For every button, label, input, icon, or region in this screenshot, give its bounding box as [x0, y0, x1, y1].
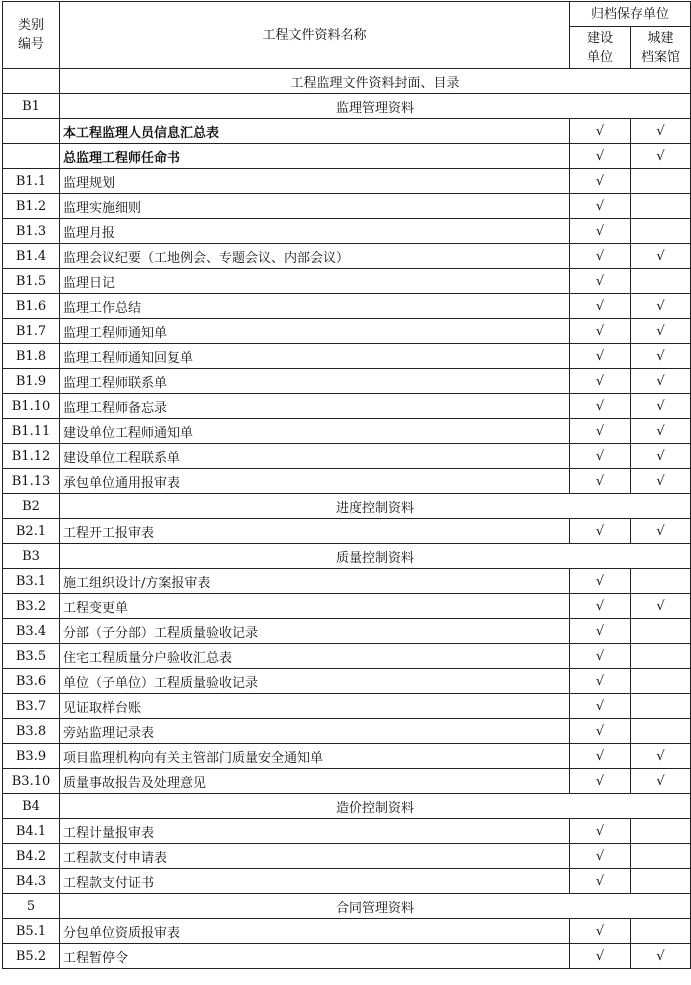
- row-name: 监理工作总结: [60, 294, 570, 319]
- row-code: B3.7: [3, 694, 60, 719]
- build-unit-check: √: [570, 194, 631, 219]
- archive-check: [631, 669, 691, 694]
- archive-check: √: [631, 744, 691, 769]
- row-code: B1.7: [3, 319, 60, 344]
- archive-check: √: [631, 119, 691, 144]
- header-build-line2: 单位: [586, 49, 613, 65]
- row-code: B1.9: [3, 369, 60, 394]
- row-code: B3.10: [3, 769, 60, 794]
- archive-check: √: [631, 344, 691, 369]
- table-row: [3, 219, 691, 244]
- row-code: B1.10: [3, 394, 60, 419]
- row-code: B2.1: [3, 519, 60, 544]
- build-unit-check: √: [570, 219, 631, 244]
- header-storage-group: 归档保存单位: [570, 2, 691, 27]
- table-row: [3, 394, 691, 419]
- table-row: [3, 344, 691, 369]
- table-row: [3, 419, 691, 444]
- archive-check: √: [631, 294, 691, 319]
- row-name: 施工组织设计/方案报审表: [60, 569, 570, 594]
- archive-check: [631, 844, 691, 869]
- row-name: 监理工程师通知回复单: [60, 344, 570, 369]
- archive-check: [631, 644, 691, 669]
- build-unit-check: √: [570, 844, 631, 869]
- table-row: [3, 169, 691, 194]
- build-unit-check: √: [570, 469, 631, 494]
- row-code: 5: [3, 894, 60, 919]
- archive-check: √: [631, 419, 691, 444]
- table-row: [3, 444, 691, 469]
- row-code: B1.11: [3, 419, 60, 444]
- header-code: [3, 2, 60, 69]
- archive-check: √: [631, 444, 691, 469]
- table-row: [3, 744, 691, 769]
- build-unit-check: √: [570, 244, 631, 269]
- archive-check: √: [631, 469, 691, 494]
- table-row: [3, 369, 691, 394]
- section-title: 进度控制资料: [60, 494, 691, 519]
- row-name: 旁站监理记录表: [60, 719, 570, 744]
- section-row: [3, 544, 691, 569]
- table-row: [3, 919, 691, 944]
- row-code: B5.2: [3, 944, 60, 969]
- section-title: 质量控制资料: [60, 544, 691, 569]
- row-code: B2: [3, 494, 60, 519]
- table-row: [3, 469, 691, 494]
- table-row: [3, 844, 691, 869]
- row-name: 总监理工程师任命书: [60, 144, 570, 169]
- row-code: B4.2: [3, 844, 60, 869]
- build-unit-check: √: [570, 694, 631, 719]
- archive-check: [631, 169, 691, 194]
- row-name: 监理日记: [60, 269, 570, 294]
- build-unit-check: √: [570, 519, 631, 544]
- build-unit-check: √: [570, 144, 631, 169]
- archive-check: √: [631, 144, 691, 169]
- table-row: [3, 244, 691, 269]
- row-code: [3, 119, 60, 144]
- row-code: B1.2: [3, 194, 60, 219]
- section-row: [3, 794, 691, 819]
- archive-check: √: [631, 319, 691, 344]
- archive-check: [631, 219, 691, 244]
- archive-check: [631, 869, 691, 894]
- row-code: B1: [3, 94, 60, 119]
- build-unit-check: √: [570, 944, 631, 969]
- row-name: 建设单位工程师通知单: [60, 419, 570, 444]
- section-title: 监理管理资料: [60, 94, 691, 119]
- table-row: [3, 594, 691, 619]
- row-name: 项目监理机构向有关主管部门质量安全通知单: [60, 744, 570, 769]
- row-code: B1.1: [3, 169, 60, 194]
- table-row: [3, 194, 691, 219]
- row-code: B5.1: [3, 919, 60, 944]
- build-unit-check: √: [570, 719, 631, 744]
- table-row: [3, 819, 691, 844]
- row-code: B1.5: [3, 269, 60, 294]
- table-row: [3, 644, 691, 669]
- table-row: [3, 519, 691, 544]
- row-code: B3.1: [3, 569, 60, 594]
- header-archive-line2: 档案馆: [641, 49, 681, 65]
- table-row: [3, 619, 691, 644]
- table-row: [3, 144, 691, 169]
- row-code: B1.6: [3, 294, 60, 319]
- build-unit-check: √: [570, 569, 631, 594]
- row-code: B3.8: [3, 719, 60, 744]
- archive-check: √: [631, 394, 691, 419]
- row-name: 监理规划: [60, 169, 570, 194]
- table-row: [3, 944, 691, 969]
- row-code: B1.12: [3, 444, 60, 469]
- row-code: B4: [3, 794, 60, 819]
- row-name: 分包单位资质报审表: [60, 919, 570, 944]
- archive-check: [631, 694, 691, 719]
- table-row: [3, 669, 691, 694]
- build-unit-check: √: [570, 669, 631, 694]
- table-row: [3, 119, 691, 144]
- section-title: 合同管理资料: [60, 894, 691, 919]
- row-name: 建设单位工程联系单: [60, 444, 570, 469]
- section-row: [3, 494, 691, 519]
- row-code: B3.4: [3, 619, 60, 644]
- row-name: 质量事故报告及处理意见: [60, 769, 570, 794]
- archive-check: √: [631, 594, 691, 619]
- build-unit-check: √: [570, 169, 631, 194]
- row-code: B1.4: [3, 244, 60, 269]
- archive-check: [631, 919, 691, 944]
- row-name: 监理工程师备忘录: [60, 394, 570, 419]
- section-row: [3, 69, 691, 94]
- header-build-unit: [570, 27, 631, 69]
- row-name: 单位（子单位）工程质量验收记录: [60, 669, 570, 694]
- row-code: B3: [3, 544, 60, 569]
- row-code: [3, 144, 60, 169]
- archive-check: [631, 719, 691, 744]
- row-name: 分部（子分部）工程质量验收记录: [60, 619, 570, 644]
- row-code: B1.13: [3, 469, 60, 494]
- row-code: B4.1: [3, 819, 60, 844]
- archive-check: √: [631, 944, 691, 969]
- section-row: [3, 894, 691, 919]
- build-unit-check: √: [570, 369, 631, 394]
- build-unit-check: √: [570, 444, 631, 469]
- header-code-line1: 类别: [17, 18, 44, 33]
- archive-check: [631, 819, 691, 844]
- header-code-line2: 编号: [17, 37, 44, 52]
- build-unit-check: √: [570, 769, 631, 794]
- build-unit-check: √: [570, 919, 631, 944]
- header-name: 工程文件资料名称: [60, 2, 570, 69]
- header-archive: [631, 27, 691, 69]
- row-name: 住宅工程质量分户验收汇总表: [60, 644, 570, 669]
- build-unit-check: √: [570, 294, 631, 319]
- row-code: B3.9: [3, 744, 60, 769]
- build-unit-check: √: [570, 744, 631, 769]
- row-name: 监理会议纪要（工地例会、专题会议、内部会议）: [60, 244, 570, 269]
- archive-check: √: [631, 244, 691, 269]
- row-name: 见证取样台账: [60, 694, 570, 719]
- table-row: [3, 319, 691, 344]
- table-row: [3, 269, 691, 294]
- build-unit-check: √: [570, 594, 631, 619]
- table-row: [3, 869, 691, 894]
- archive-check: [631, 569, 691, 594]
- row-name: 监理工程师联系单: [60, 369, 570, 394]
- row-name: 监理实施细则: [60, 194, 570, 219]
- row-code: B3.5: [3, 644, 60, 669]
- build-unit-check: √: [570, 269, 631, 294]
- archive-check: [631, 194, 691, 219]
- table-row: [3, 769, 691, 794]
- archive-check: √: [631, 369, 691, 394]
- row-name: 工程暂停令: [60, 944, 570, 969]
- row-name: 工程款支付申请表: [60, 844, 570, 869]
- row-name: 承包单位通用报审表: [60, 469, 570, 494]
- section-title: 工程监理文件资料封面、目录: [60, 69, 691, 94]
- build-unit-check: √: [570, 644, 631, 669]
- build-unit-check: √: [570, 119, 631, 144]
- row-code: B3.2: [3, 594, 60, 619]
- row-name: 本工程监理人员信息汇总表: [60, 119, 570, 144]
- build-unit-check: √: [570, 869, 631, 894]
- table-body: [3, 69, 691, 969]
- build-unit-check: √: [570, 619, 631, 644]
- section-row: [3, 94, 691, 119]
- header-archive-line1: 城建: [647, 30, 674, 46]
- row-name: 工程款支付证书: [60, 869, 570, 894]
- table-row: [3, 294, 691, 319]
- row-code: B1.3: [3, 219, 60, 244]
- section-title: 造价控制资料: [60, 794, 691, 819]
- row-code: [3, 69, 60, 94]
- row-name: 监理月报: [60, 219, 570, 244]
- row-name: 工程变更单: [60, 594, 570, 619]
- header-build-line1: 建设: [586, 30, 613, 46]
- archive-table: [2, 1, 691, 969]
- table-row: [3, 719, 691, 744]
- build-unit-check: √: [570, 319, 631, 344]
- row-code: B1.8: [3, 344, 60, 369]
- row-name: 监理工程师通知单: [60, 319, 570, 344]
- row-name: 工程开工报审表: [60, 519, 570, 544]
- row-code: B3.6: [3, 669, 60, 694]
- build-unit-check: √: [570, 344, 631, 369]
- row-code: B4.3: [3, 869, 60, 894]
- build-unit-check: √: [570, 819, 631, 844]
- archive-check: [631, 619, 691, 644]
- build-unit-check: √: [570, 419, 631, 444]
- archive-check: √: [631, 769, 691, 794]
- row-name: 工程计量报审表: [60, 819, 570, 844]
- archive-check: [631, 269, 691, 294]
- build-unit-check: √: [570, 394, 631, 419]
- table-row: [3, 694, 691, 719]
- table-row: [3, 569, 691, 594]
- archive-check: √: [631, 519, 691, 544]
